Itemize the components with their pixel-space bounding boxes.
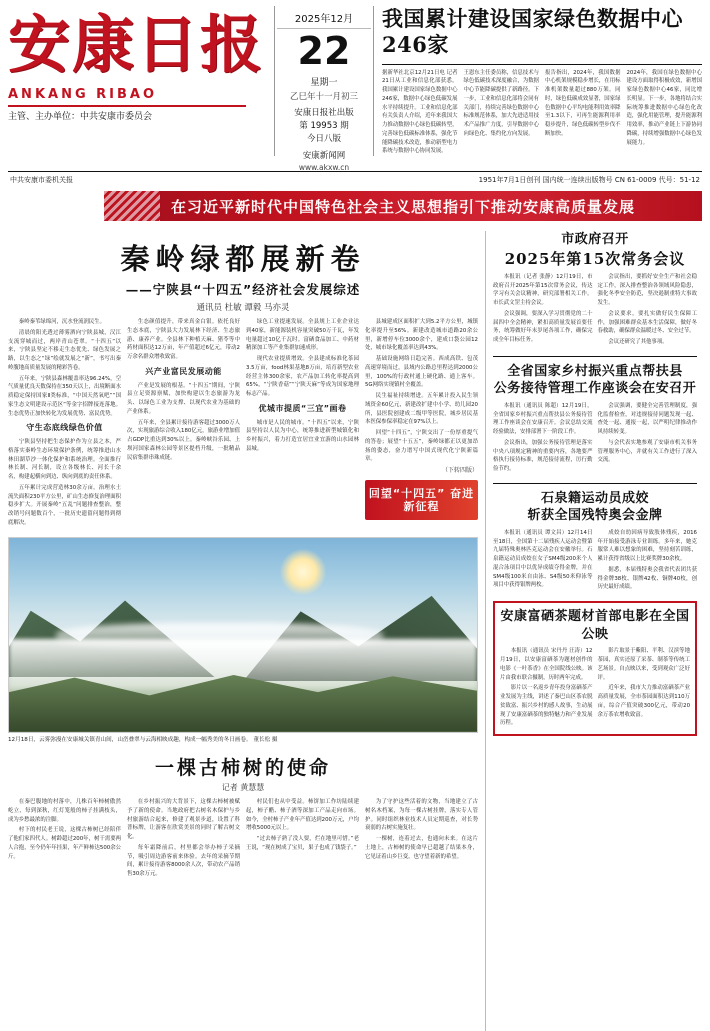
promo-badge: 回望“十四五” 奋进新征程: [365, 480, 478, 520]
second-para-4: 每年霜降前后，村里都会举办柿子采摘节，吸引周边游客前来体验。去年的采摘节期间，累计接待游客8000余人次，带动农产品销售30余万元。: [127, 844, 240, 878]
landscape-photo: [8, 537, 478, 733]
film-para-2: 影片以一名返乡青年投身富硒茶产业发展为主线，讲述了秦巴山区茶农脱贫致富、振兴乡村的感人故事，生动展现了安康富硒茶的独特魅力和产业发展历程。: [500, 685, 593, 727]
banner-bar: [104, 191, 702, 221]
lead-para-4: 宁陕县坚持把生态保护作为立县之本，严格落实秦岭生态环境保护条例，统筹推进山水林田湖草沙一体化保护和系统治理。全面推行林长制、河长制，设立各级林长、河长千余名，构建起横向到边、纵向到底的责任体系。: [8, 439, 121, 481]
page-count: 今日八版: [306, 134, 341, 145]
top-article-headline: 我国累计建设国家绿色数据中心246家: [382, 6, 702, 65]
top-article-col-3: 报告指出，2024年，我国数据中心机架规模稳步增长，在用标准机架数量超过880万架。同时，绿色低碳成效显著，国家绿色数据中心平均电能利用效率降至1.3以下，可再生能源利用率稳步提升，绿色低碳转型步伐不断加快。: [545, 69, 621, 137]
gov-meeting-col-2: [598, 273, 698, 349]
gov-meeting-body: [493, 273, 697, 349]
gov-meeting-para-5: 会议还研究了其他事项。: [608, 339, 668, 346]
athlete-para-2: 成姣自幼因病导致肢体残疾，2016年开始接受游泳专业训练。多年来，她克服常人难以想象的困难，坚持刻苦训练，累计获得省级以上比赛奖牌30余枚。: [597, 529, 697, 563]
date-lunar: 乙巳年十一月初三: [289, 91, 358, 102]
second-para-3: 在乡村振兴的大背景下，这棵古柿树被赋予了新的使命。当地政府把古树名木保护与乡村旅游结合起来，修建了观景步道，设置了科普标牌，让游客在欣赏美景的同时了解古树文化。: [127, 799, 240, 841]
rural-col-1: [493, 402, 593, 476]
photo-caption: [8, 736, 478, 744]
second-para-7: 为了守护这些活着的文物，当地建立了古树名木档案，为每一棵古树挂牌，落实专人管护。同时组织林业技术人员定期巡查，对长势衰弱的古树实施复壮。: [365, 799, 478, 832]
lead-para-3: 五年来，宁陕县森林覆盖率达96.24%，空气质量优良天数保持在350天以上，出境断面水质稳定保持国家Ⅱ类标准，“中国天然氧吧”“国家生态文明建设示范区”等金字招牌接连落地。生态优势正加快转化为发展优势、富民优势。: [8, 375, 121, 417]
lead-para-11: 城市是人民的城市。“十四五”以来，宁陕县坚持以人民为中心，统筹推进新型城镇化和乡村振兴，着力打造宜居宜业宜游的山水园林县城。: [246, 419, 359, 452]
lead-para-7: 产业是发展的根基。“十四五”期间，宁陕县立足资源禀赋，加快构建以生态旅游为龙头、以绿色工业为支撑、以现代农业为基础的产业体系。: [127, 382, 240, 415]
gov-meeting-para-1: 本报讯（记者 张静）12月19日，市政府召开2025年第15次常务会议，传达学习有关会议精神，研究部署相关工作。市长武文罡主持会议。: [493, 273, 593, 307]
page-content: [8, 231, 702, 1031]
masthead: [8, 6, 702, 173]
film-col-2: [598, 647, 691, 730]
right-divider-2: [493, 483, 697, 484]
masthead-logo: [8, 6, 270, 125]
gov-meeting-para-2: 会议强调，要深入学习贯彻党的二十届四中全会精神，紧扣高质量发展首要任务，统筹做好年末岁尾各项工作，确保完成全年目标任务。: [493, 310, 593, 344]
gov-meeting-col-1: [493, 273, 593, 349]
athlete-para-1: 本报讯（通讯员 谭文昌）12月14日至18日，全国第十二届残疾人运动会暨第九届特殊奥林匹克运动会在安徽举行。石泉籍运动员成姣在女子SM4级200米个人混合泳项目中以优异成绩夺得金牌，并在SM4级100米自由泳、S4级50米仰泳等项目中获得银牌两枚。: [493, 529, 593, 589]
film-para-4: 近年来，我市大力推动富硒茶产业高质量发展，全市茶园面积达到110万亩，综合产值突破300亿元，带动20余万茶农增收致富。: [597, 685, 690, 718]
film-col-1: [500, 647, 593, 730]
lead-para-15: 回望“十四五”，宁陕交出了一份厚重提气的答卷；展望“十五五”，秦岭绿都正以更加昂扬的姿态，奋力谱写中国式现代化宁陕新篇章。: [365, 430, 478, 463]
second-byline: 记者 黄慧慧: [221, 783, 265, 793]
lead-subhead: ——宁陕县“十四五”经济社会发展综述: [125, 282, 361, 297]
athlete-head-2: 斩获全国残特奥会金牌: [527, 508, 663, 524]
gov-meeting-para-3: 会议指出，要抓好安全生产和社会稳定工作，深入排查整治各领域风险隐患，强化冬季安全防范，坚决遏制重特大事故发生。: [597, 273, 697, 307]
second-headline: 一棵古柿树的使命: [154, 757, 331, 780]
masthead-dateblock: [274, 6, 374, 173]
lead-para-5: 五年累计完成营造林30余万亩，治理水土流失面积230平方公里，矿山生态修复治理面积稳步扩大。开展秦岭“五乱”问题排查整治，整改销号问题数百个，一批历史遗留问题得到彻底解决。: [8, 484, 121, 526]
lead-headline: 秦岭绿都展新卷: [120, 242, 366, 276]
gov-meeting-para-4: 会议要求，要扎实做好民生保障工作，加强困难群众基本生活保障，做好冬春救助，确保群众温暖过冬、安全过节。: [597, 310, 697, 335]
newspaper-pinyin: ANKANG RIBAO: [8, 87, 246, 107]
left-column: [8, 231, 478, 1031]
continued-marker: （下转四版）: [441, 467, 478, 474]
date-day: 22: [297, 29, 351, 73]
right-divider-1: [493, 356, 697, 357]
rural-head-2: 公务接待管理工作座谈会在安召开: [493, 381, 697, 397]
masthead-org-line-3: 1951年7月1日创刊 国内统一连续出版物号 CN 61-0009 代号：51-12: [478, 176, 700, 184]
rural-revitalization-article: [493, 363, 697, 476]
athlete-para-3: 据悉，本届残特奥会我省代表团共获得金牌38枚、银牌42枚、铜牌40枚，创历史最好成绩。: [597, 566, 697, 591]
second-para-8: 一棵树，连着过去，也通向未来。在这片土地上，古柿树的使命早已超越了结果本身，它见证着山乡巨变，也守望着新的希望。: [365, 836, 478, 860]
newspaper-title: 安康日报: [8, 8, 265, 81]
photo-caption-text: 12月18日，云雾弥漫在安康城关镇青山间，山峦叠翠与云海相映成趣，构成一幅秀美的冬日画卷。: [8, 736, 252, 743]
second-para-1: 在秦巴腹地的村落中，几株百年柿树傲然屹立，每到深秋，红灯笼般的柿子挂满枝头，成为乡愁最浓的注脚。: [8, 799, 121, 823]
lead-para-13: 基础设施网络日趋完善。西成高铁、包茂高速穿境而过，县域内公路总里程达到2000公里，100%的行政村通上硬化路、通上客车。5G网络实现镇村全覆盖。: [365, 356, 478, 389]
athlete-head-1: 石泉籍运动员成姣: [540, 490, 649, 506]
athlete-article: [493, 490, 697, 594]
masthead-org-line-2: 中共安康市委机关报: [10, 176, 73, 184]
banner-text: 在习近平新时代中国特色社会主义思想指引下推动安康高质量发展: [170, 197, 635, 216]
lead-para-9: 绿色工业提速发展。全县规上工业企业达到40家，新能源装机容量突破50万千瓦，年发电量超过10亿千瓦时。富硒食品加工、中药材精深加工等产业集群加速成形。: [246, 319, 359, 352]
gov-meeting-article: [493, 231, 697, 349]
lead-para-14: 民生福祉持续增进。五年累计投入民生领域资金60亿元，新建改扩建中小学、幼儿园20所，县医院创建成二级甲等医院，城乡居民基本医保参保率稳定在97%以上。: [365, 393, 478, 426]
rural-col-2: [598, 402, 698, 476]
lead-para-8: 五年来，全县累计接待游客超过3000万人次，实现旅游综合收入180亿元，旅游业增加值占GDP比重达到30%以上。秦岭峡谷乐园、上坝河国家森林公园等景区提档升级，一批精品民宿集群串珠成链。: [127, 419, 240, 461]
top-article-body: [382, 69, 702, 157]
film-para-3: 影片取景于紫阳、平利、汉滨等地茶园，真实还原了采茶、制茶等传统工艺场景。自点映以来，受到观众广泛好评。: [597, 648, 690, 681]
film-para-1: 本报讯（通讯员 宋丹丹 汪涛）12月19日，以安康富硒茶为题材创作的电影《一叶茶香》在全国院线公映。该片由我市联合摄制，历时两年完成。: [500, 648, 593, 681]
second-col-2: [127, 798, 240, 881]
top-article-col-1: 据新华社北京12月21日电 记者21日从工业和信息化部获悉，我国累计建设国家绿色数据中心246家，数据中心绿色低碳发展水平持续提升。工业和信息化部有关负责人介绍，近年来我国大力推动数据中心绿色低碳转型，完善绿色低碳标准体系，强化节能降碳技术改造，推动新型电力系统与数据中心协同发展。: [382, 69, 458, 155]
date-publisher: 安康日报社出版: [294, 108, 354, 119]
lead-col-4: [365, 318, 478, 530]
lead-para-12: 县城建成区面积扩大到5.2平方公里，城镇化率提升至56%。新建改造城市道路20余公里，新增停车位3000余个，建成口袋公园12处，城市绿化覆盖率达到43%。: [365, 319, 478, 352]
gov-meeting-head-2: 2025年第15次常务会议: [504, 249, 686, 268]
photo-credit: 董长松 摄: [253, 736, 278, 743]
athlete-col-1: [493, 529, 593, 594]
rural-para-3: 会议强调，要健全完善管理制度，强化监督检查，对违规接待问题发现一起、查处一起、通报一起，以严明纪律推动作风持续转变。: [597, 402, 697, 436]
second-col-4: [365, 798, 478, 881]
lead-col-3: [246, 318, 359, 530]
rural-para-1: 本报讯（通讯员 陈超）12月19日，全省国家乡村振兴重点帮扶县公务接待管理工作座谈会在安康召开。会议总结交流经验做法，安排部署下一阶段工作。: [493, 402, 593, 436]
lead-section-head-3: 优城市提质“三宜”画卷: [258, 403, 347, 413]
news-agency: 安康新闻网: [302, 151, 346, 162]
lead-section-head-1: 守生态底线绿色价值: [26, 423, 103, 433]
gov-meeting-head-1: 市政府召开: [561, 232, 629, 247]
second-para-6: “过去柿子熟了没人要，烂在地里可惜。”老王说，“现在树成了宝贝，果子也成了钱袋子。”: [246, 836, 359, 851]
date-gregorian: 2025年12月: [277, 10, 371, 29]
date-weekday: 星期一: [310, 77, 338, 88]
second-para-2: 村下的村民老王说，这棵古柿树已经陪伴了他们家四代人。树龄超过200年，树干需要两人合抱，至今仍年年挂果，年产鲜柿达500余公斤。: [8, 827, 121, 860]
film-article-box: [493, 601, 697, 736]
sun-glow: [280, 549, 326, 595]
lead-section-head-2: 兴产业富民发展动能: [145, 366, 222, 376]
athlete-body: [493, 529, 697, 594]
lead-para-10: 现代农业提质增效。全县建成标准化茶园3.5万亩，food林果基地8万亩，培育新型农业经营主体300余家，农产品加工转化率提高到65%，“宁陕香菇”“宁陕天麻”等成为国家地理标志产品。: [246, 356, 359, 397]
athlete-col-2: [598, 529, 698, 594]
lead-article-body: [8, 318, 478, 530]
lead-col-2: [127, 318, 240, 530]
right-column: [485, 231, 697, 1031]
photo-block: [8, 537, 478, 744]
rural-head-1: 全省国家乡村振兴重点帮扶县: [507, 363, 683, 379]
rural-para-4: 与会代表实地参观了安康市机关事务管理服务中心，并就有关工作进行了深入交流。: [597, 439, 697, 464]
lead-para-2: 清晨的阳光透过薄雾洒向宁陕县城，汉江支流穿城而过，两岸青山苍翠。“十四五”以来，宁陕县坚定不移走生态优先、绿色发展之路，以生态之“绿”绘就发展之“新”，书写出秦岭腹地高质量发展的精彩答卷。: [8, 329, 121, 371]
banner-decoration: [104, 191, 160, 221]
lead-para-1: 秦岭秦苇绿绵河，沉水登流润民生。: [18, 319, 106, 325]
top-article-col-4: 2024年，我国在绿色数据中心建设方面取得积极成效，新增国家绿色数据中心46家，同比增长明显。下一步，各地将结合实际统筹推进数据中心绿色化改造，强化用能管理，提升能源利用效率，推动产业链上下游协同降碳，持续增强数据中心绿色发展能力。: [626, 69, 702, 146]
issue-number: 第 19953 期: [299, 121, 349, 132]
masthead-subbar: [8, 174, 702, 188]
second-article-body: [8, 798, 478, 881]
film-head: 安康富硒茶题材首部电影在全国公映: [500, 609, 690, 642]
website-url[interactable]: www.akxw.cn: [298, 163, 350, 173]
second-col-3: [246, 798, 359, 881]
lead-col-1: [8, 318, 121, 530]
masthead-org-line-1: 主管、主办单位：中共安康市委员会: [8, 112, 153, 123]
top-article-col-2: 王恩东主任委员称，信息技术与绿色低碳技术深度融合，为数据中心节能降碳提供了新路径。下一步，工业和信息化部将会同有关部门，持续完善绿色数据中心标准规范体系，加大先进适用技术产品推广力度，引导数据中心向绿色化、集约化方向发展。: [463, 69, 539, 137]
second-col-1: [8, 798, 121, 881]
rural-para-2: 会议指出，加强公务接待管理是落实中央八项规定精神的重要内容，各地要严格执行接待标准，规范接待流程，厉行勤俭节约。: [493, 439, 593, 473]
film-body: [500, 647, 690, 730]
lead-para-6: 生态颜值提升，带来真金白银。依托良好生态本底，宁陕县大力发展林下经济、生态旅游、康养产业。全县林下种植天麻、猪苓等中药材面积达12万亩，年产值超过6亿元，带动2万余名群众增收致富。: [127, 319, 240, 360]
rural-body: [493, 402, 697, 476]
second-para-5: 村民们也从中受益。柿饼加工作坊陆续建起，柿子醋、柿子酒等深加工产品走向市场。如今，全村柿子产业年产值达到200万元，户均增收5000元以上。: [246, 799, 359, 832]
top-article: [374, 6, 702, 156]
section-banner: [8, 191, 702, 225]
lead-byline: 通讯员 杜敏 谭毅 马亦灵: [196, 303, 290, 313]
